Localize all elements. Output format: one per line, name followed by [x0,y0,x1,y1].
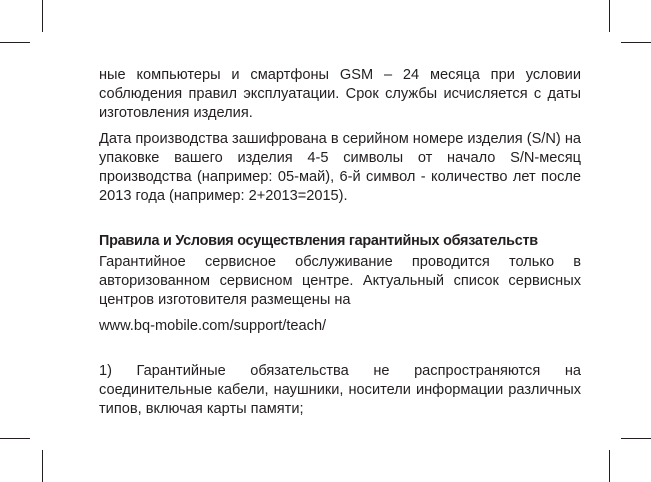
page-content [99,66,581,419]
paragraph-rule-1: 1) Гарантийные обязательства не распространяются на соединительные кабели, наушники, носители информации различных типов, включая карты памяти; [99,363,581,417]
spacer [99,123,581,130]
crop-mark-top-right-horizontal [621,42,651,43]
spacer [99,336,581,362]
paragraph-production-date: Дата производства зашифрована в серийном номере изделия (S/N) на упаковке вашего изделия 4-5 символы от начало S/N-месяц производства (например: 05-май), 6-й символ - количество лет после 2013 года (например: 2+2013=2015). [99,131,581,204]
paragraph-warranty-period: ные компьютеры и смартфоны GSM – 24 месяца при условии соблюдения правил эксплуатации. Срок службы исчисляется с даты изготовления изделия. [99,67,581,121]
crop-mark-top-left-vertical [42,0,43,32]
spacer [99,310,581,317]
paragraph-service-intro: Гарантийное сервисное обслуживание проводится только в авторизованном сервисном центре. Актуальный список сервисных центров изготовителя размещены на [99,254,581,308]
spacer [99,206,581,232]
crop-mark-top-right-vertical [609,0,610,32]
service-url: www.bq-mobile.com/support/teach/ [99,318,327,334]
section-heading: Правила и Условия осуществления гарантийных обязательств [99,233,538,249]
crop-mark-bottom-left-horizontal [0,438,30,439]
crop-mark-top-left-horizontal [0,42,30,43]
crop-mark-bottom-right-vertical [609,450,610,482]
crop-mark-bottom-right-horizontal [621,438,651,439]
crop-mark-bottom-left-vertical [42,450,43,482]
